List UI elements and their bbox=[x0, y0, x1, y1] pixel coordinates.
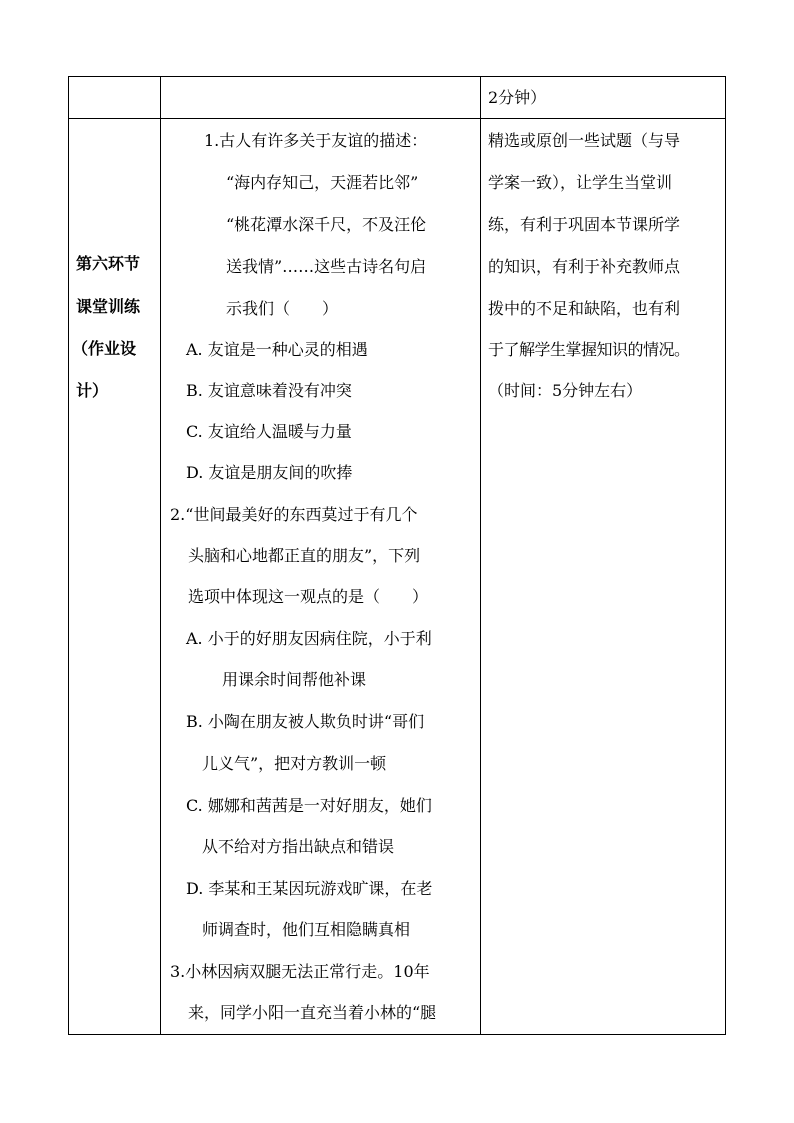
question-line: 1.古人有许多关于友谊的描述： bbox=[204, 131, 428, 150]
question-line: 送我情”……这些古诗名句启 bbox=[226, 257, 427, 276]
question-line: 3.小林因病双腿无法正常行走。10年 bbox=[170, 962, 430, 981]
question-line: “海内存知己，天涯若比邻” bbox=[226, 173, 419, 192]
question-line: “桃花潭水深千尺，不及汪伦 bbox=[226, 215, 427, 234]
note-line: 精选或原创一些试题（与导 bbox=[488, 131, 681, 150]
note-line: 的知识，有利于补充教师点 bbox=[488, 257, 681, 276]
note-line: 练，有利于巩固本节课所学 bbox=[488, 215, 681, 234]
note-line: 拨中的不足和缺陷，也有利 bbox=[488, 299, 681, 318]
option-line: 从不给对方指出缺点和错误 bbox=[202, 837, 395, 856]
option-line: C. 娜娜和茜茜是一对好朋友，她们 bbox=[186, 796, 432, 815]
table-bottom-border bbox=[68, 1034, 726, 1035]
row1-time-note: 2分钟） bbox=[488, 88, 547, 107]
note-line: （时间：5分钟左右） bbox=[488, 381, 643, 400]
row-divider bbox=[68, 118, 726, 119]
note-line: 学案一致），让学生当堂训 bbox=[488, 173, 673, 192]
table-right-border bbox=[725, 76, 726, 1035]
option-line: C. 友谊给人温暖与力量 bbox=[186, 422, 352, 441]
table-top-border bbox=[68, 76, 726, 77]
option-line: 用课余时间帮他补课 bbox=[222, 670, 367, 689]
option-line: A. 小于的好朋友因病住院，小于利 bbox=[186, 629, 432, 648]
question-line: 示我们（ ） bbox=[226, 299, 339, 318]
stage-line-2: 课堂训练 bbox=[76, 297, 141, 316]
note-line: 于了解学生掌握知识的情况。 bbox=[488, 340, 690, 359]
question-line: 选项中体现这一观点的是（ ） bbox=[188, 587, 429, 606]
option-line: 师调查时，他们互相隐瞒真相 bbox=[202, 920, 411, 939]
question-line: 来，同学小阳一直充当着小林的“腿 bbox=[188, 1003, 437, 1022]
option-line: B. 小陶在朋友被人欺负时讲“哥们 bbox=[186, 712, 425, 731]
question-line: 头脑和心地都正直的朋友”，下列 bbox=[188, 546, 421, 565]
option-line: D. 友谊是朋友间的吹捧 bbox=[186, 463, 353, 482]
question-line: 2.“世间最美好的东西莫过于有几个 bbox=[170, 505, 418, 524]
stage-line-1: 第六环节 bbox=[76, 254, 141, 273]
option-line: 儿义气”，把对方教训一顿 bbox=[202, 754, 387, 773]
col-divider-2 bbox=[480, 76, 481, 1035]
option-line: A. 友谊是一种心灵的相遇 bbox=[186, 340, 368, 359]
option-line: D. 李某和王某因玩游戏旷课，在老 bbox=[186, 879, 433, 898]
col-divider-1 bbox=[160, 76, 161, 1035]
stage-line-3: （作业设 bbox=[72, 339, 137, 358]
table-left-border bbox=[68, 76, 69, 1035]
option-line: B. 友谊意味着没有冲突 bbox=[186, 381, 352, 400]
stage-line-4: 计） bbox=[76, 381, 109, 400]
